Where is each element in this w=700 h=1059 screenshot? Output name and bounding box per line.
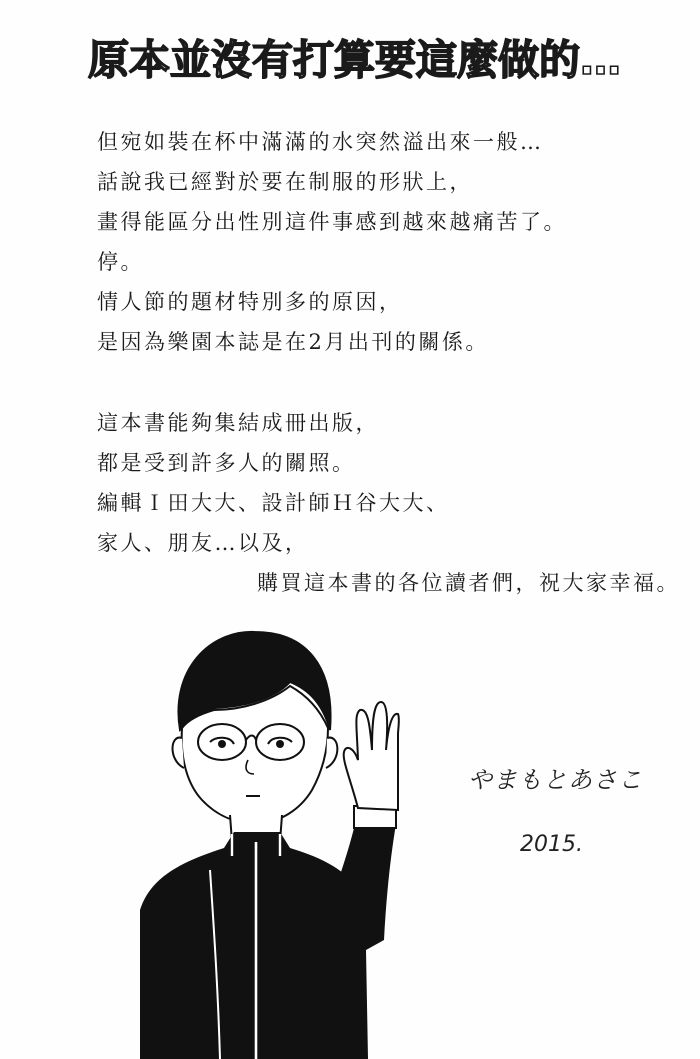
text-line: 是因為樂園本誌是在2月出刊的關係。: [97, 330, 489, 354]
text-line: 都是受到許多人的關照。: [97, 451, 356, 475]
page-title: 原本並沒有打算要這麼做的…: [88, 36, 621, 84]
ear-left: [173, 738, 185, 768]
text-line: 畫得能區分出性別這件事感到越來越痛苦了。: [97, 210, 567, 234]
afterword-paragraph-1: [97, 122, 567, 362]
text-line: 但宛如裝在杯中滿滿的水突然溢出來一般…: [97, 130, 544, 154]
text-line: 家人、朋友…以及，: [97, 531, 309, 555]
boy-with-glasses-illustration: [140, 610, 400, 1059]
text-line: 停。: [97, 250, 144, 274]
author-signature: やまもとあさこ: [468, 766, 643, 794]
text-line: 編輯Ｉ田大大、設計師Ｈ谷大大、: [97, 491, 450, 515]
afterword-paragraph-2: [97, 403, 680, 603]
text-line: 情人節的題材特別多的原因，: [97, 290, 403, 314]
signature-year: 2015.: [520, 832, 583, 857]
pupil-left: [218, 740, 226, 748]
text-line: 這本書能夠集結成冊出版，: [97, 411, 379, 435]
text-line: 購買這本書的各位讀者們，祝大家幸福。: [257, 571, 680, 595]
text-line: 話說我已經對於要在制服的形狀上，: [97, 170, 473, 194]
waving-hand: [344, 702, 399, 810]
pupil-right: [276, 740, 284, 748]
jacket: [140, 832, 368, 1059]
ear-right: [326, 738, 337, 768]
